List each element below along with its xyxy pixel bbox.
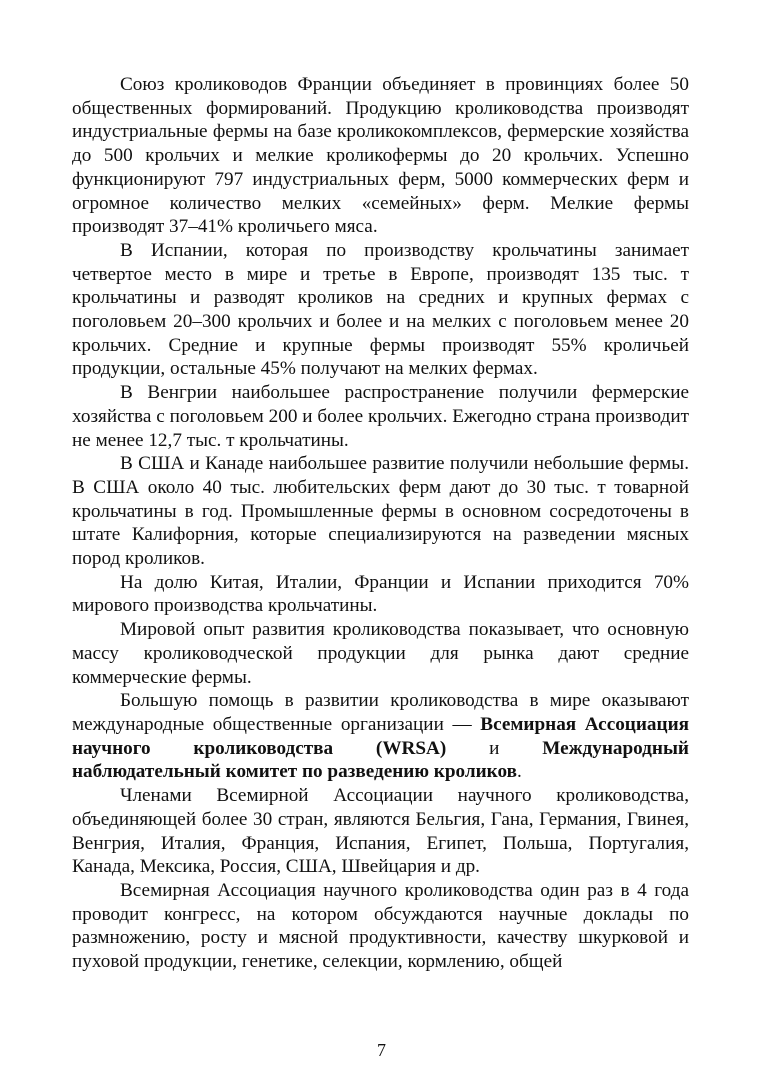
- paragraph-world-experience: Мировой опыт развития кролиководства показывает, что основную массу кролиководческой продукции для рынка дают средние коммерческие фермы.: [72, 619, 689, 688]
- paragraph-organizations: [72, 689, 689, 784]
- paragraph-members: Членами Всемирной Ассоциации научного кролиководства, объединяющей более 30 стран, являются Бельгия, Гана, Германия, Гвинея, Венгрия, Италия, Франция, Испания, Египет, Польша, Португалия, Канада, Мексика, Россия, США, Швейцария и др.: [72, 785, 689, 878]
- paragraph-hungary: В Венгрии наибольшее распространение получили фермерские хозяйства с поголовьем 200 и более крольчих. Ежегодно страна производит не менее 12,7 тыс. т крольчатины.: [72, 382, 689, 451]
- paragraph-congress: Всемирная Ассоциация научного кролиководства один раз в 4 года проводит конгресс, на котором обсуждаются научные доклады по размножению, росту и мясной продуктивности, качеству шкурковой и пуховой продукции, генетике, селекции, кормлению, общей: [72, 879, 689, 973]
- page-number: 7: [377, 1040, 386, 1060]
- wrsa-name: Всемирная Ассоциация научного кролиководства (WRSA): [72, 713, 690, 759]
- paragraph-usa-canada: В США и Канаде наибольшее развитие получили небольшие фермы. В США около 40 тыс. любительских ферм дают до 30 тыс. т товарной крольчатины в год. Промышленные фермы в основном сосредоточены в штате Калифорния, которые специализируются на разведении мясных пород кроликов.: [72, 453, 689, 570]
- organizations-intro-text: Большую помощь в развитии кролиководства в мире оказывают международные общественные организации —: [72, 690, 689, 735]
- paragraph-world-share: На долю Китая, Италии, Франции и Испании приходится 70% мирового производства крольчатины.: [72, 571, 689, 617]
- organizations-conjunction: и: [446, 737, 543, 759]
- committee-name: Международный наблюдательный комитет по разведению кроликов: [72, 737, 689, 783]
- paragraph-spain: В Испании, которая по производству крольчатины занимает четвертое место в мире и третье в Европе, производят 135 тыс. т крольчатины и разводят кроликов на средних и крупных фермах с поголовьем 20–300 крольчих и более и на мелких с поголовьем менее 20 крольчих. Средние и крупные фермы производят 55% кроличьей продукции, остальные 45% получают на мелких фермах.: [72, 239, 689, 380]
- body-text: [72, 73, 689, 974]
- organizations-period: .: [516, 761, 522, 783]
- paragraph-france: Союз кролиководов Франции объединяет в провинциях более 50 общественных формирований. Продукцию кролиководства производят индустриальные фермы на базе кроликокомплексов, фермерские хозяйства до 500 крольчих и мелкие кроликофермы до 20 крольчих. Успешно функционируют 797 индустриальных ферм, 5000 коммерческих ферм и огромное количество мелких «семейных» ферм. Мелкие фермы производят 37–41% кроличьего мяса.: [72, 74, 689, 238]
